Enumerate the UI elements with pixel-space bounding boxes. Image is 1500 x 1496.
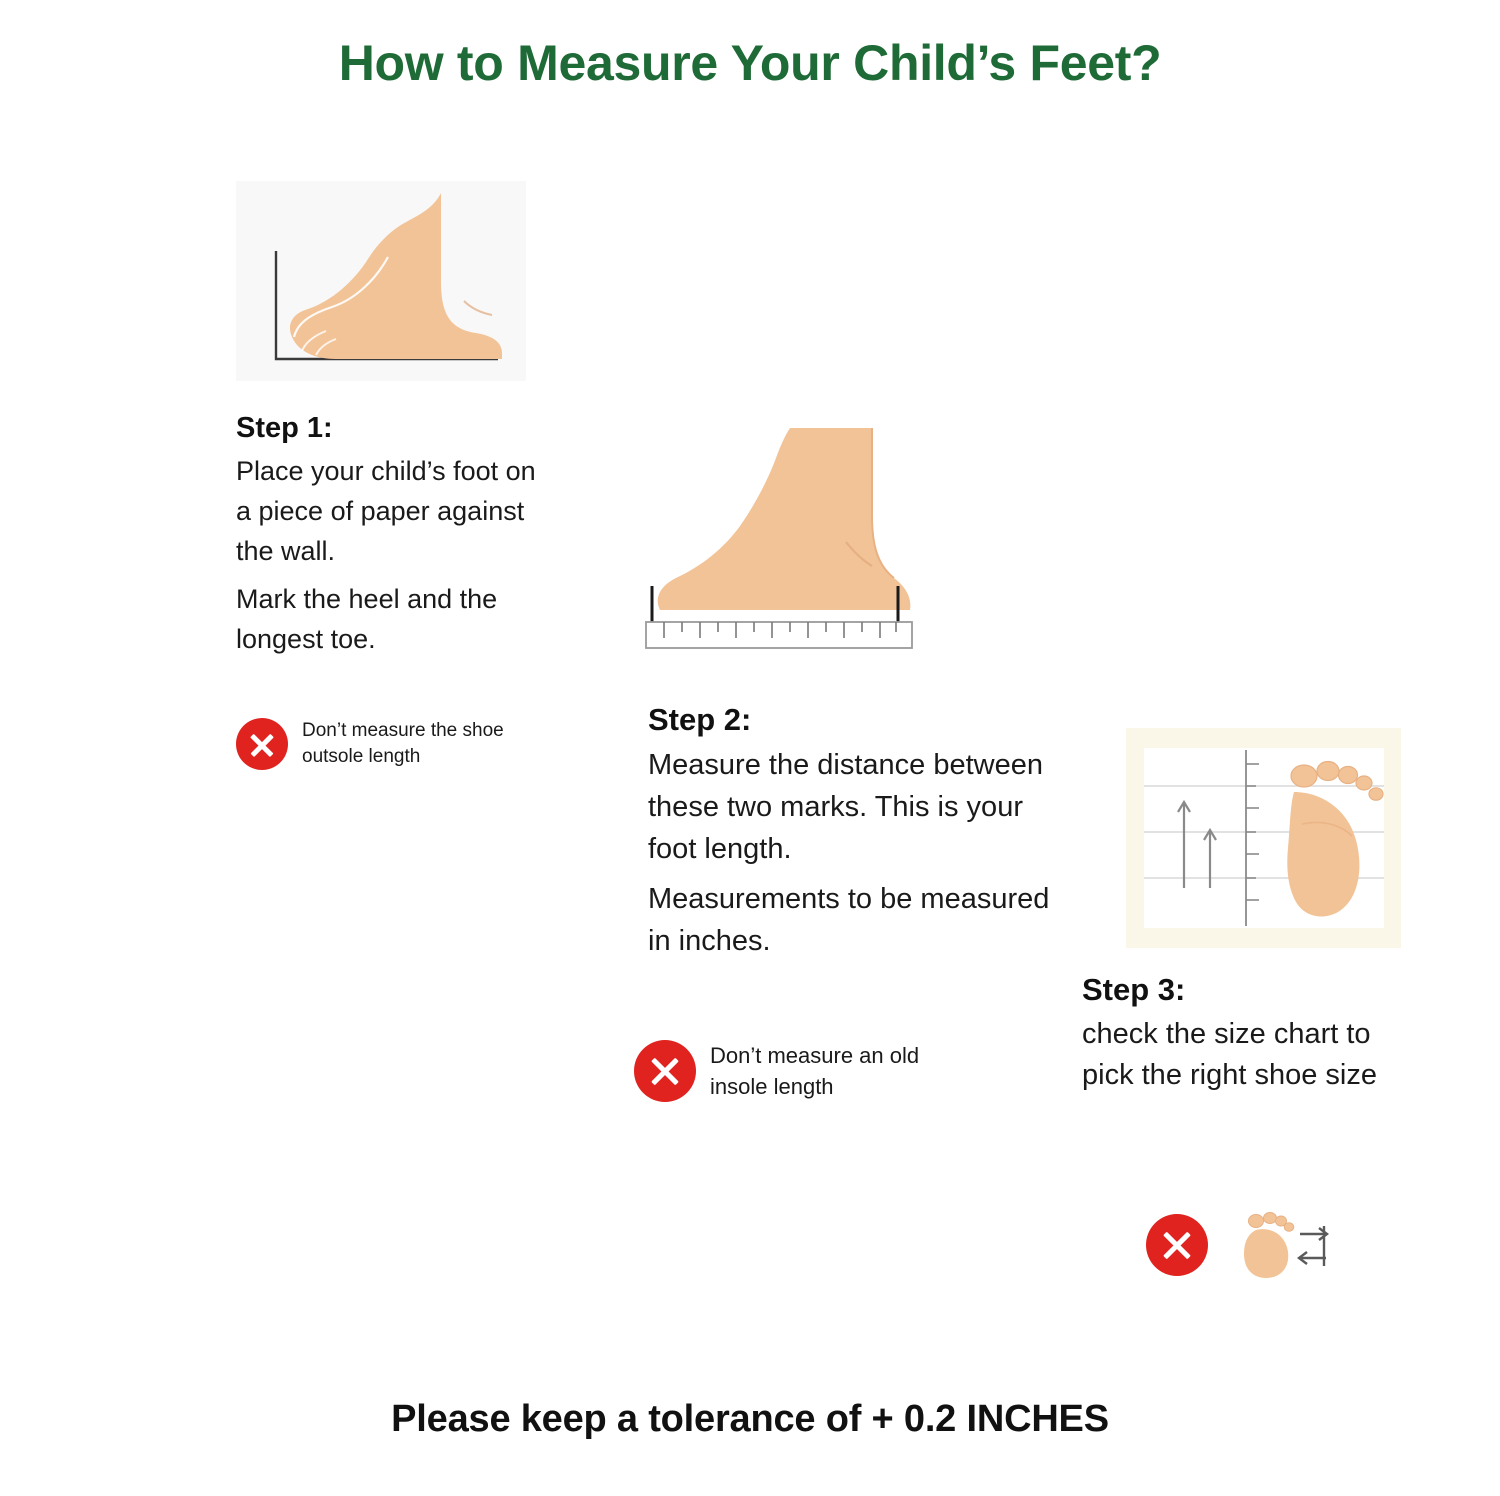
step-3-block [1082, 972, 1412, 1096]
step-3-line-1: check the size chart to pick the right shoe size [1082, 1018, 1377, 1091]
tolerance-note: Please keep a tolerance of + 0.2 INCHES [391, 1398, 1109, 1440]
cross-icon [1146, 1214, 1208, 1276]
step-2-block [648, 702, 1078, 962]
step-2-text [648, 744, 1078, 962]
step-2-warning-text: Don’t measure an old insole length [710, 1043, 920, 1099]
foot-sole-on-grid-icon [1126, 728, 1401, 948]
step-1-text [236, 451, 556, 659]
step-1-warning-text: Don’t measure the shoe outsole length [302, 720, 504, 767]
step-2-heading: Step 2: [648, 702, 752, 737]
foot-side-against-wall-icon [236, 181, 526, 381]
cross-icon [236, 718, 288, 770]
cross-icon [634, 1040, 696, 1102]
step-1-block [236, 412, 556, 659]
step-1-line-2: Mark the heel and the longest toe. [236, 584, 498, 654]
step-2-warning [634, 1040, 974, 1102]
step-3-text [1082, 1014, 1412, 1096]
step-1-line-1: Place your child’s foot on a piece of paper against the wall. [236, 456, 536, 566]
step-1-warning [236, 718, 566, 770]
step-1-heading: Step 1: [236, 412, 333, 444]
foot-side-with-ruler-icon [640, 420, 940, 665]
step-3-heading: Step 3: [1082, 972, 1186, 1007]
step-3-warning [1146, 1206, 1366, 1284]
page-title: How to Measure Your Child’s Feet? [338, 35, 1162, 91]
step-2-line-2: Measurements to be measured in inches. [648, 883, 1050, 957]
foot-with-arrows-icon [1222, 1206, 1342, 1284]
step-2-line-1: Measure the distance between these two marks. This is your foot length. [648, 749, 1043, 865]
